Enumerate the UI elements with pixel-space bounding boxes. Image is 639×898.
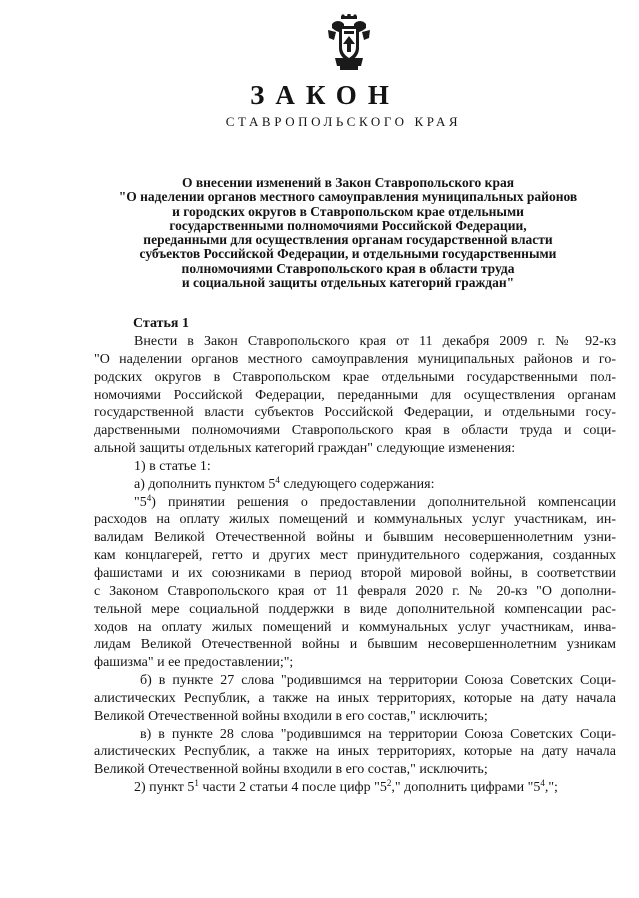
law-title: ЗАКОН	[250, 80, 400, 110]
heading-line: О внесении изменений в Закон Ставропольского края	[181, 175, 514, 190]
item-2: 2) пункт $5^1$ части 2 статьи 4 после цифр "$5^2$," дополнить цифрами "$5^4$,";	[134, 778, 558, 796]
intro-line: Внести в Закон Ставропольского края от 11 декабря 2009 г. № 92-кз	[134, 334, 616, 349]
point-5-4-line: расходов на оплату жилых помещений и коммунальных услуг участникам, ин-	[94, 512, 616, 528]
heading-line: и социальной защиты отдельных категорий граждан"	[181, 275, 515, 291]
intro-line: "О наделении органов местного самоуправления муниципальных районов и го-	[94, 351, 616, 367]
point-5-4-line: фашистами и их союзниками в период второй мировой войны, в соответствии	[94, 565, 616, 581]
item-1: 1) в статье 1:	[134, 458, 211, 474]
point-5-4-line: тельной мере социальной поддержки в виде дополнительной компенсации рас-	[94, 601, 616, 617]
point-5-4-line: с Законом Ставропольского края от 11 февраля 2020 г. № 20-кз "О дополни-	[94, 583, 616, 599]
point-5-4-line: валидам Великой Отечественной войны и бывшим несовершеннолетним узни-	[94, 530, 616, 546]
item-1b-line: алистических Республик, а также на иных территориях, которые на дату начала	[94, 690, 616, 706]
item-1b-line: б) в пункте 27 слова "родившимся на территории Союза Советских Соци-	[140, 673, 616, 689]
heading-line: "О наделении органов местного самоуправления муниципальных районов	[118, 189, 578, 205]
article-title: Статья 1	[133, 316, 189, 331]
heading-line: и городских округов в Ставропольском крае отдельными	[172, 203, 524, 219]
intro-line: номочиями Российской Федерации, переданными для осуществления органам	[94, 387, 616, 403]
intro-line: альной защиты отдельных категорий граждан" следующие изменения:	[94, 441, 516, 457]
heading-line: полномочиями Ставропольского края в области труда	[181, 260, 515, 276]
heading-line: государственными полномочиями Российской Федерации,	[169, 217, 527, 233]
article-body	[94, 333, 616, 797]
intro-line: государственной власти субъектов Российской Федерации, и отдельными госу-	[94, 405, 616, 421]
item-1c-line: алистических Республик, а также на иных территориях, которые на дату начала	[94, 744, 616, 760]
intro-line: родских округов в Ставропольском крае отдельными государственными пол-	[94, 369, 616, 385]
item-1b-line: Великой Отечественной войны входили в его состав," исключить;	[94, 708, 488, 724]
intro-line: дарственными полномочиями Ставропольского края в области труда и соци-	[94, 423, 616, 439]
law-heading	[80, 176, 616, 290]
item-1c-line: в) в пункте 28 слова "родившимся на территории Союза Советских Соци-	[140, 726, 616, 742]
heading-line: субъектов Российской Федерации, и отдельными государственными	[139, 246, 557, 262]
point-5-4-line: кам концлагерей, гетто и других мест принудительного содержания, созданных	[94, 548, 616, 564]
coat-of-arms-icon	[326, 14, 372, 72]
item-1a: а) дополнить пунктом $5^4$ следующего содержания:	[134, 474, 435, 492]
item-1c-line: Великой Отечественной войны входили в его состав," исключить;	[94, 762, 488, 778]
point-5-4-line: ходов на оплату жилых помещений и коммунальных услуг участникам, инва-	[94, 619, 616, 635]
point-5-4-line: фашизма" и ее предоставлении;";	[94, 655, 294, 671]
point-5-4-first: "$5^4$) принятии решения о предоставлении дополнительной компенсации	[134, 492, 616, 510]
heading-line: переданными для осуществления органам государственной власти	[143, 232, 553, 248]
law-region: СТАВРОПОЛЬСКОГО КРАЯ	[225, 114, 462, 129]
point-5-4-line: лидам Великой Отечественной войны и бывшим несовершеннолетним узникам	[94, 637, 616, 653]
